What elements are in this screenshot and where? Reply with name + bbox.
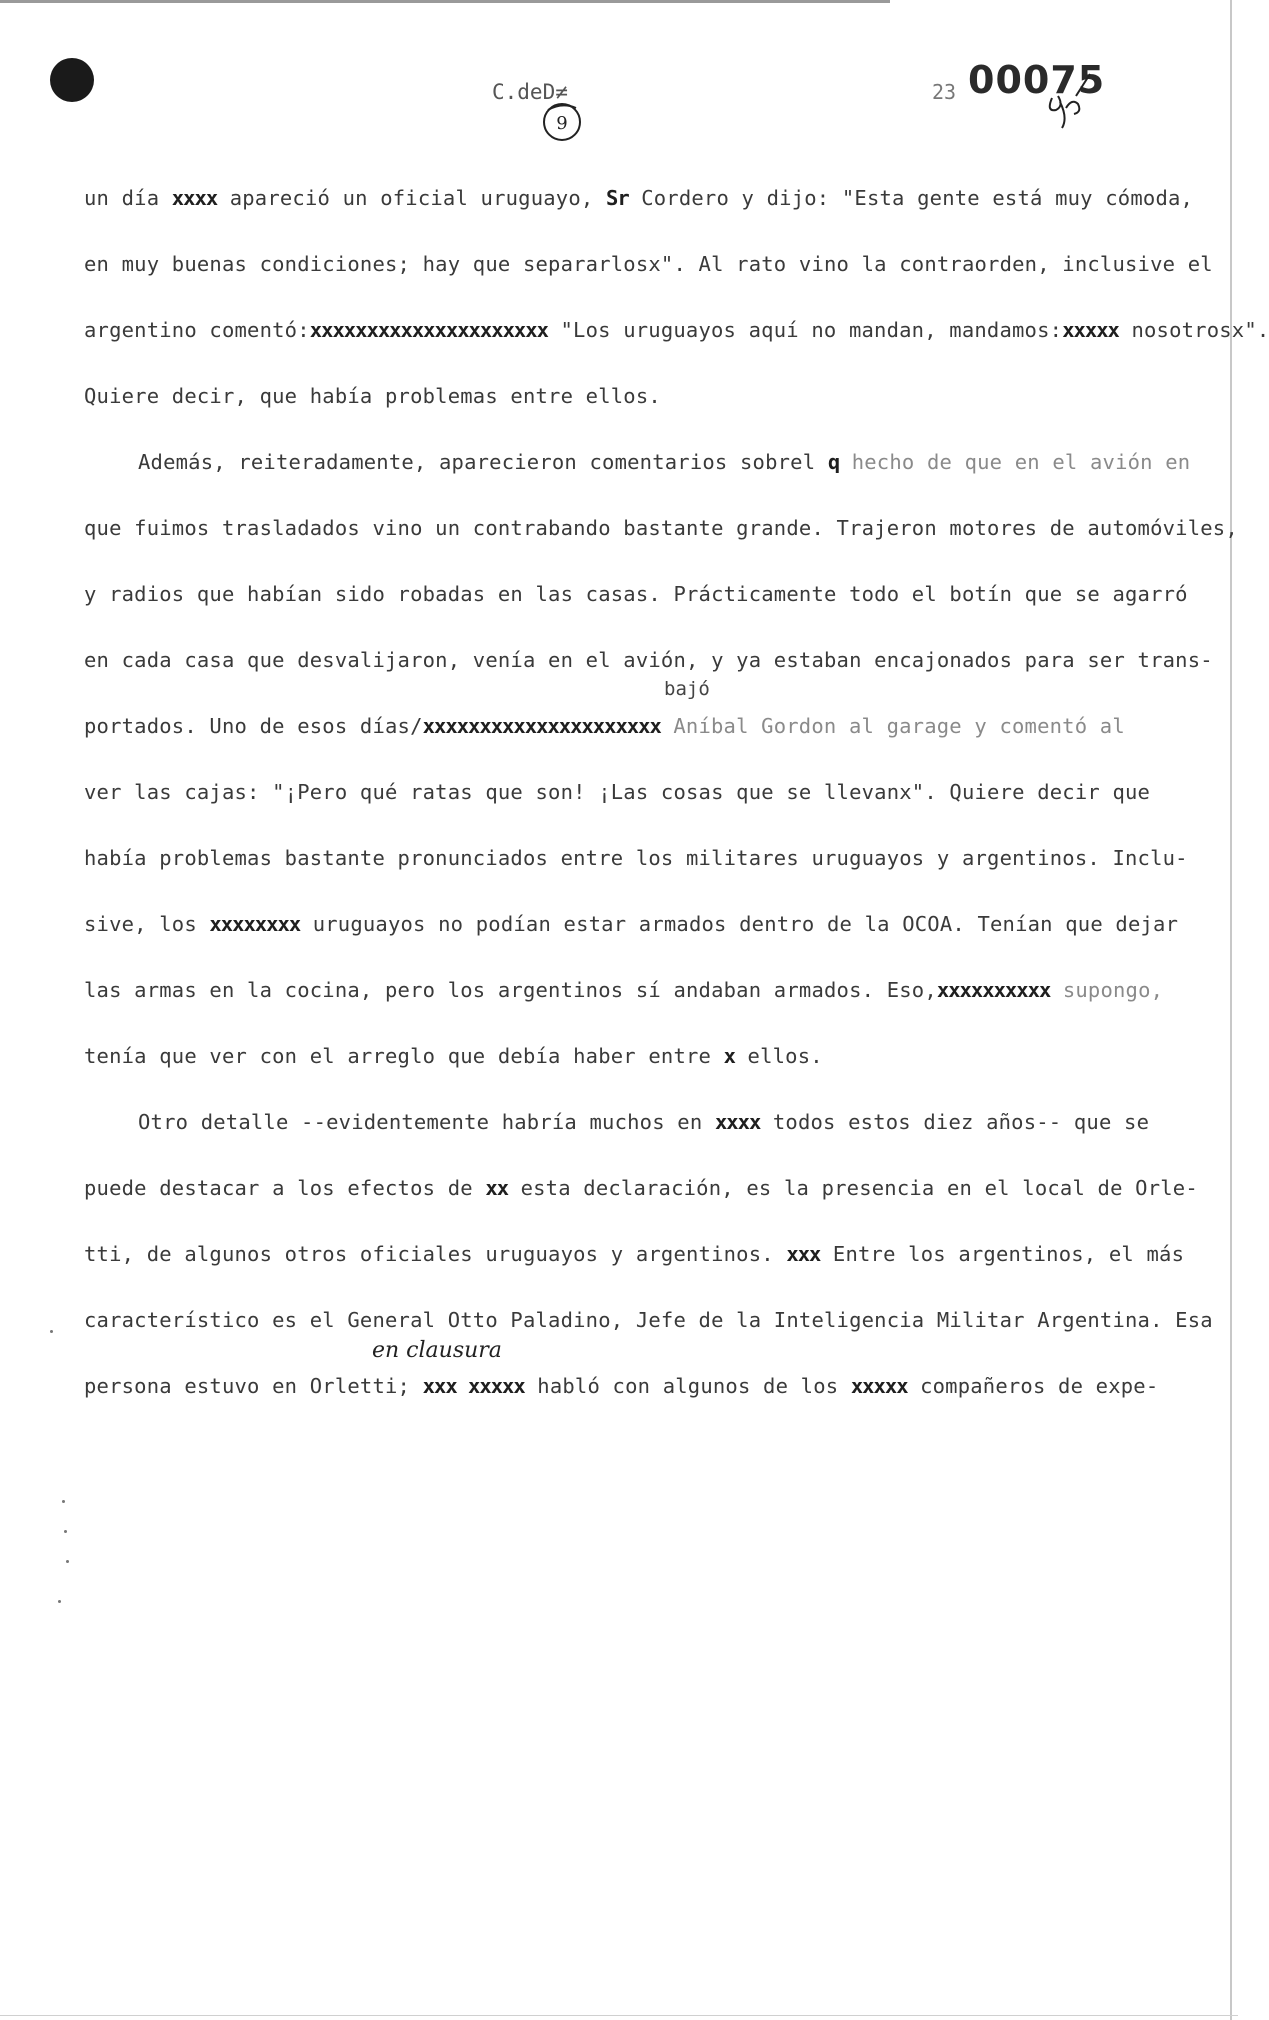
handwritten-insertion: en clausura: [372, 1338, 502, 1363]
text-line-8: en cada casa que desvalijaron, venía en el avión, y ya estaban encajonados para ser trans-: [84, 648, 1213, 672]
reference-code: C.deD≠: [492, 80, 568, 104]
strikeout: xxxxxxxxxx: [936, 978, 1051, 1002]
text-line-18: característico es el General Otto Paladino, Jefe de la Inteligencia Militar Argentina. Esa: [84, 1308, 1213, 1332]
text-line-19: persona estuvo en Orletti; xxx xxxxx habló con algunos de los xxxxx compañeros de expe-: [84, 1374, 1159, 1398]
text-line-2: en muy buenas condiciones; hay que separarlosx". Al rato vino la contraorden, inclusive el: [84, 252, 1213, 276]
strikeout: xxx xxxxx: [422, 1374, 525, 1398]
bottom-edge-rule: [0, 2015, 1238, 2016]
strikeout: xx: [485, 1176, 509, 1200]
interlinear-word: bajó: [664, 678, 710, 700]
page-seal-stamp: [540, 100, 584, 144]
strikeout: xxxxxxxxxxxxxxxxxxxxx: [422, 714, 661, 738]
text-line-1: un día xxxx apareció un oficial uruguayo, Sr Cordero y dijo: "Esta gente está muy cómoda,: [84, 186, 1194, 210]
punch-hole: [50, 58, 94, 102]
top-edge-rule: [0, 0, 890, 3]
strikeout: xxxxx: [1062, 318, 1119, 342]
strikeout: xxx: [786, 1242, 821, 1266]
strikeout: xxxx: [714, 1110, 761, 1134]
seal-number: 9: [556, 113, 568, 134]
text-line-15: Otro detalle --evidentemente habría muchos en xxxx todos estos diez años-- que se: [138, 1110, 1150, 1134]
text-line-13: las armas en la cocina, pero los argentinos sí andaban armados. Eso,xxxxxxxxxx supongo,: [84, 978, 1164, 1002]
folio-number: 00075: [968, 58, 1106, 102]
text-line-10: ver las cajas: "¡Pero qué ratas que son! ¡Las cosas que se llevanx". Quiere decir que: [84, 780, 1151, 804]
scan-speck: [50, 1330, 53, 1333]
text-line-6: que fuimos trasladados vino un contrabando bastante grande. Trajeron motores de automóviles,: [84, 516, 1238, 540]
text-line-12: sive, los xxxxxxxx uruguayos no podían estar armados dentro de la OCOA. Tenían que dejar: [84, 912, 1179, 936]
scan-speck: [62, 1500, 65, 1503]
text-line-4: Quiere decir, que había problemas entre ellos.: [84, 384, 661, 408]
text-line-16: puede destacar a los efectos de xx esta declaración, es la presencia en el local de Orle-: [84, 1176, 1198, 1200]
strikeout: xxxxxxxxxxxxxxxxxxxxx: [309, 318, 548, 342]
scan-speck: [58, 1600, 61, 1603]
text-line-5: Además, reiteradamente, aparecieron comentarios sobrel q hecho de que en el avión en: [138, 450, 1191, 474]
text-line-14: tenía que ver con el arreglo que debía haber entre x ellos.: [84, 1044, 823, 1068]
text-line-11: había problemas bastante pronunciados entre los militares uruguayos y argentinos. Inclu-: [84, 846, 1188, 870]
strikeout: q: [827, 450, 840, 474]
scan-speck: [66, 1560, 69, 1563]
folio-prefix: 23: [932, 80, 957, 104]
strikeout: x: [723, 1044, 735, 1068]
text-line-9: portados. Uno de esos días/xxxxxxxxxxxxxxxxxxxxx Aníbal Gordon al garage y comentó al: [84, 714, 1125, 738]
text-line-17: tti, de algunos otros oficiales uruguayos y argentinos. xxx Entre los argentinos, el más: [84, 1242, 1185, 1266]
strikeout: xxxxxxxx: [209, 912, 301, 936]
strikeout: xxxx: [171, 186, 218, 210]
scan-speck: [64, 1530, 67, 1533]
strikeout: xxxxx: [850, 1374, 908, 1398]
strikeout: Sr: [605, 186, 629, 210]
handwritten-initials: [1042, 68, 1092, 132]
text-line-7: y radios que habían sido robadas en las casas. Prácticamente todo el botín que se agarró: [84, 582, 1188, 606]
text-line-3: argentino comentó:xxxxxxxxxxxxxxxxxxxxx "Los uruguayos aquí no mandan, mandamos:xxxxx nosotrosx".: [84, 318, 1269, 342]
right-edge-rule: [1230, 0, 1232, 2020]
